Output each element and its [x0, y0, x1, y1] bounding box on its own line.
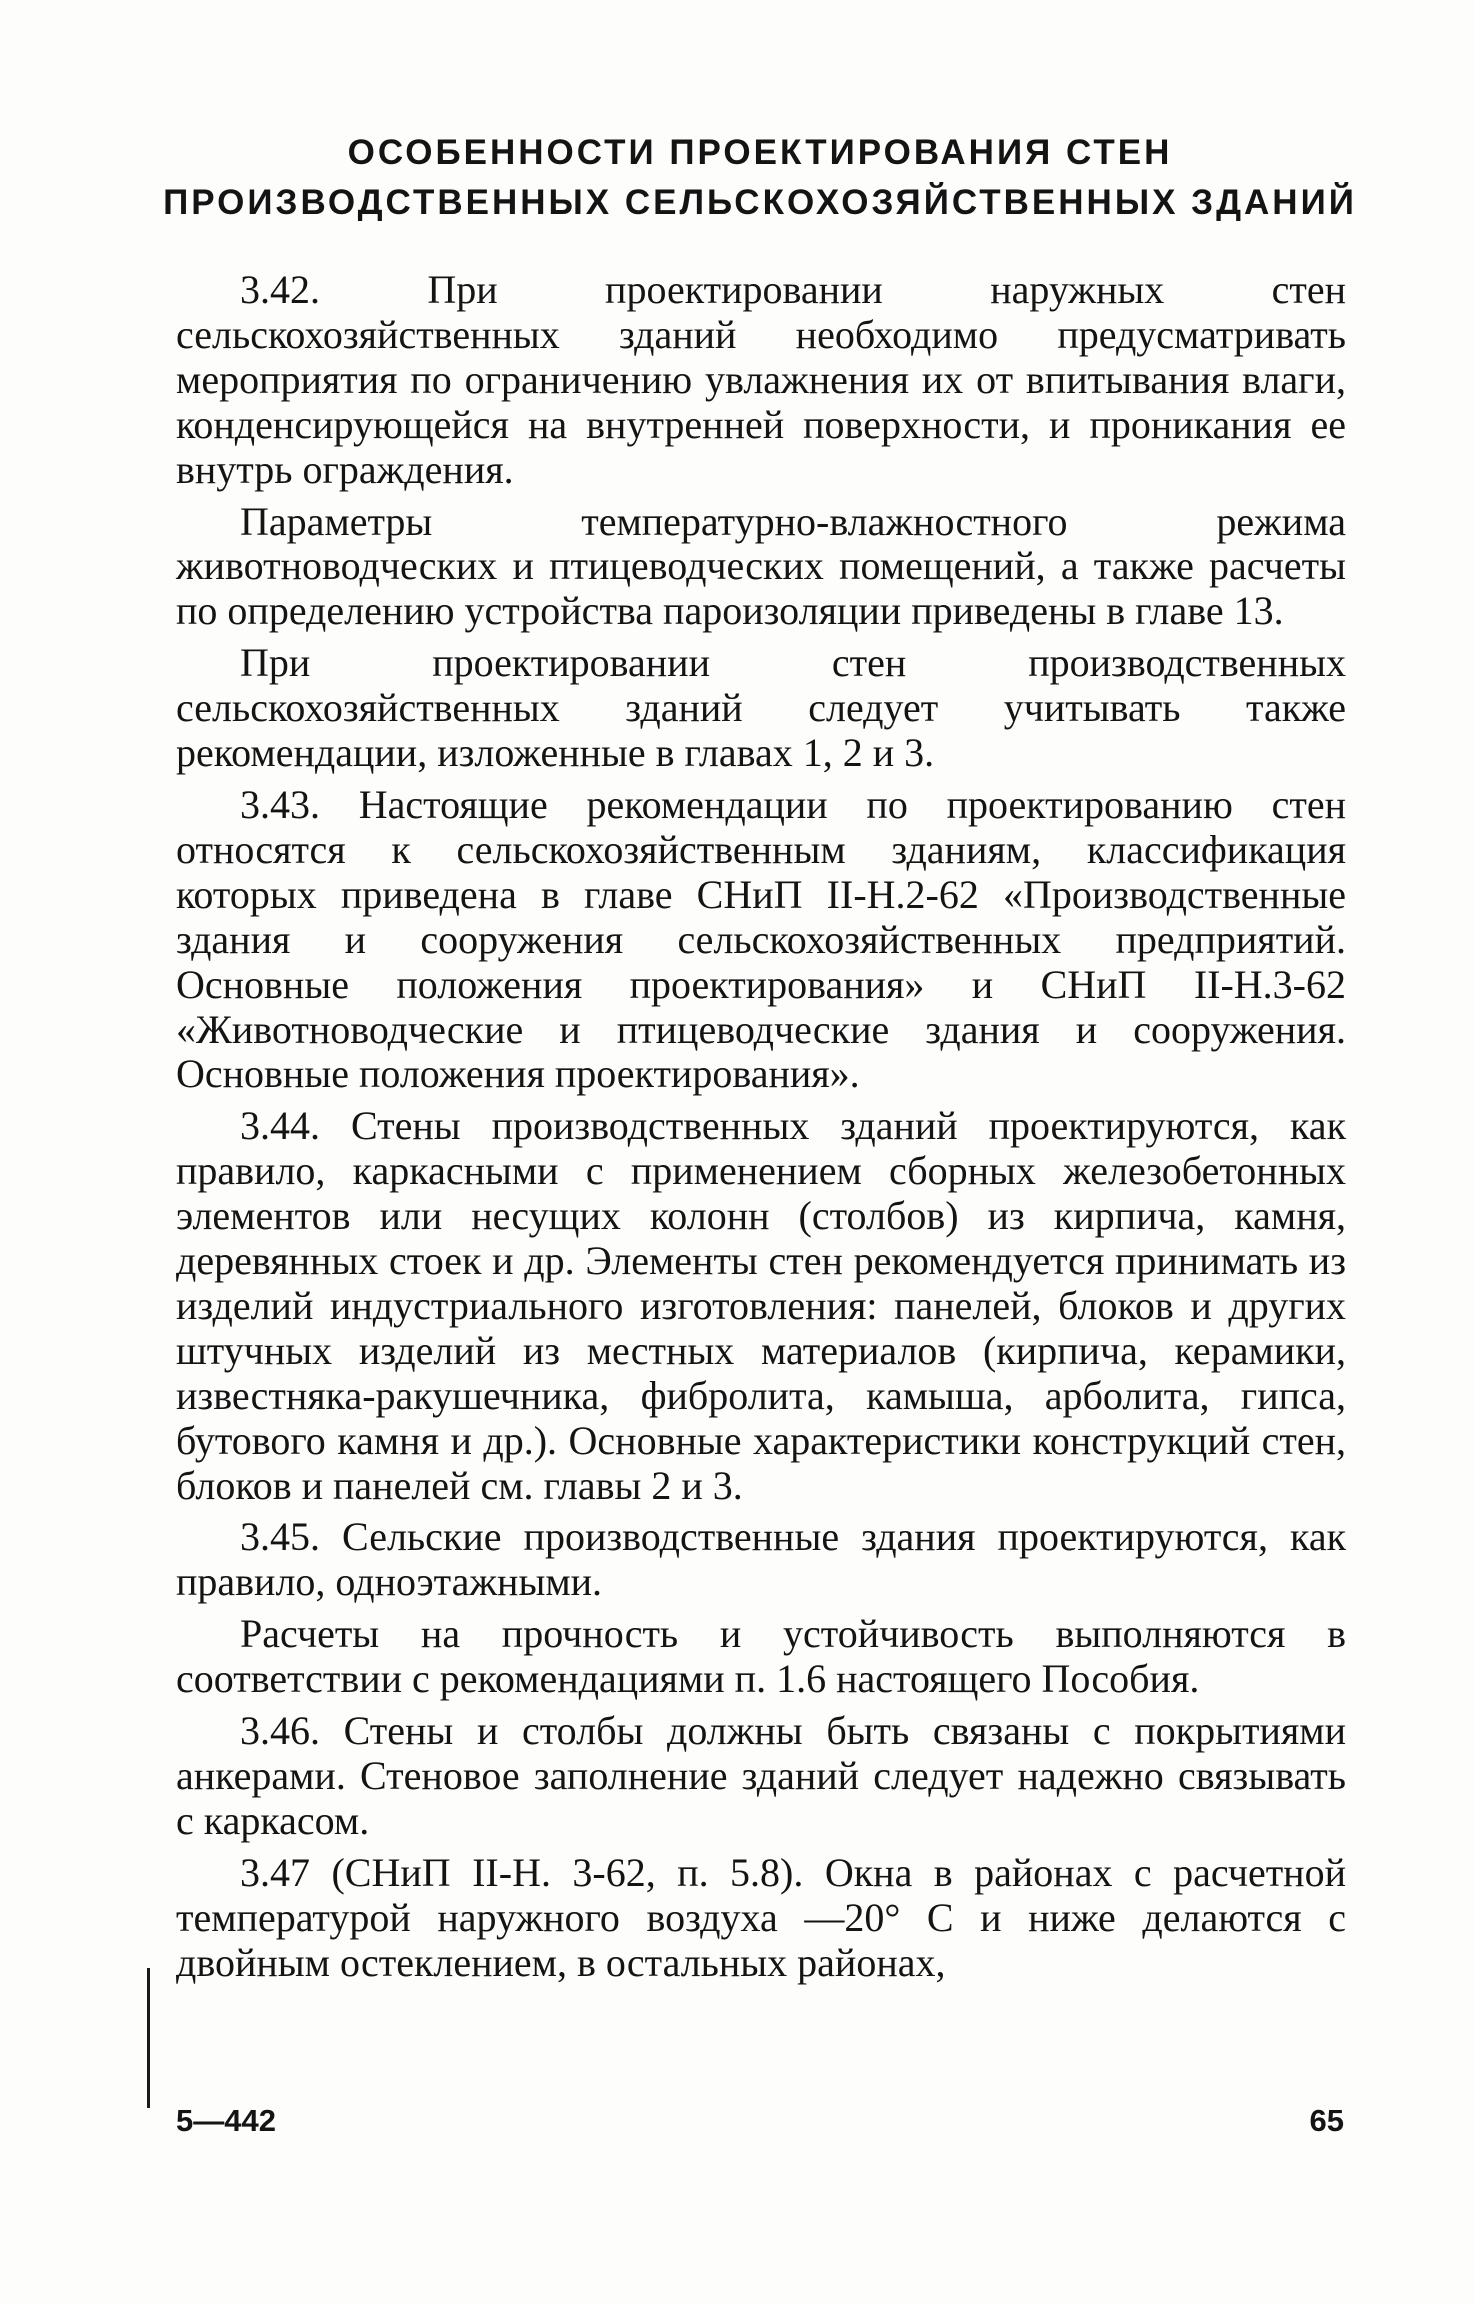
paragraph-parameters: Параметры температурно-влажностного режима животноводческих и птицеводческих помещений, а также расчеты по определению устройства пароизоляции приведены в главе 13. — [176, 498, 1346, 634]
heading-line-1: ОСОБЕННОСТИ ПРОЕКТИРОВАНИЯ СТЕН — [347, 133, 1173, 172]
page-number: 65 — [1309, 2103, 1344, 2138]
paragraph-3-42: 3.42. При проектировании наружных стен сельскохозяйственных зданий необходимо предусматривать мероприятия по ограничению увлажнения их от впитывания влаги, конденсирующейся на внутренней поверхности, и проникания ее внутрь ограждения. — [176, 267, 1346, 492]
section-heading — [150, 128, 1370, 228]
printer-signature: 5—442 — [176, 2103, 276, 2138]
margin-change-bar — [147, 1968, 150, 2108]
paragraph-3-45: 3.45. Сельские производственные здания проектируются, как правило, одноэтажными. — [176, 1514, 1346, 1605]
paragraph-3-44: 3.44. Стены производственных зданий проектируются, как правило, каркасными с применением сборных железобетонных элементов или несущих колонн (столбов) из кирпича, камня, деревянных стоек и др. Элементы стен рекомендуется принимать из изделий индустриального изготовления: панелей, блоков и других штучных изделий из местных материалов (кирпича, керамики, известняка-ракушечника, фибролита, камыша, арболита, гипса, бутового камня и др.). Основные характеристики конструкций стен, блоков и панелей см. главы 2 и 3. — [176, 1103, 1346, 1508]
paragraph-3-47: 3.47 (СНиП II-Н. 3-62, п. 5.8). Окна в районах с расчетной температурой наружного воздуха —20° С и ниже делаются с двойным остеклением, в остальных районах, — [176, 1849, 1346, 1985]
paragraph-design-walls: При проектировании стен производственных сельскохозяйственных зданий следует учитывать также рекомендации, изложенные в главах 1, 2 и 3. — [176, 640, 1346, 776]
paragraph-3-46: 3.46. Стены и столбы должны быть связаны с покрытиями анкерами. Стеновое заполнение зданий следует надежно связывать с каркасом. — [176, 1708, 1346, 1843]
body-text — [176, 268, 1346, 1993]
heading-line-2: ПРОИЗВОДСТВЕННЫХ СЕЛЬСКОХОЗЯЙСТВЕННЫХ ЗДАНИЙ — [163, 183, 1357, 222]
paragraph-calculations: Расчеты на прочность и устойчивость выполняются в соответствии с рекомендациями п. 1.6 настоящего Пособия. — [176, 1611, 1346, 1702]
paragraph-3-43: 3.43. Настоящие рекомендации по проектированию стен относятся к сельскохозяйственным зданиям, классификация которых приведена в главе СНиП II-Н.2-62 «Производственные здания и сооружения сельскохозяйственных предприятий. Основные положения проектирования» и СНиП II-Н.3-62 «Животноводческие и птицеводческие здания и сооружения. Основные положения проектирования». — [176, 781, 1346, 1097]
